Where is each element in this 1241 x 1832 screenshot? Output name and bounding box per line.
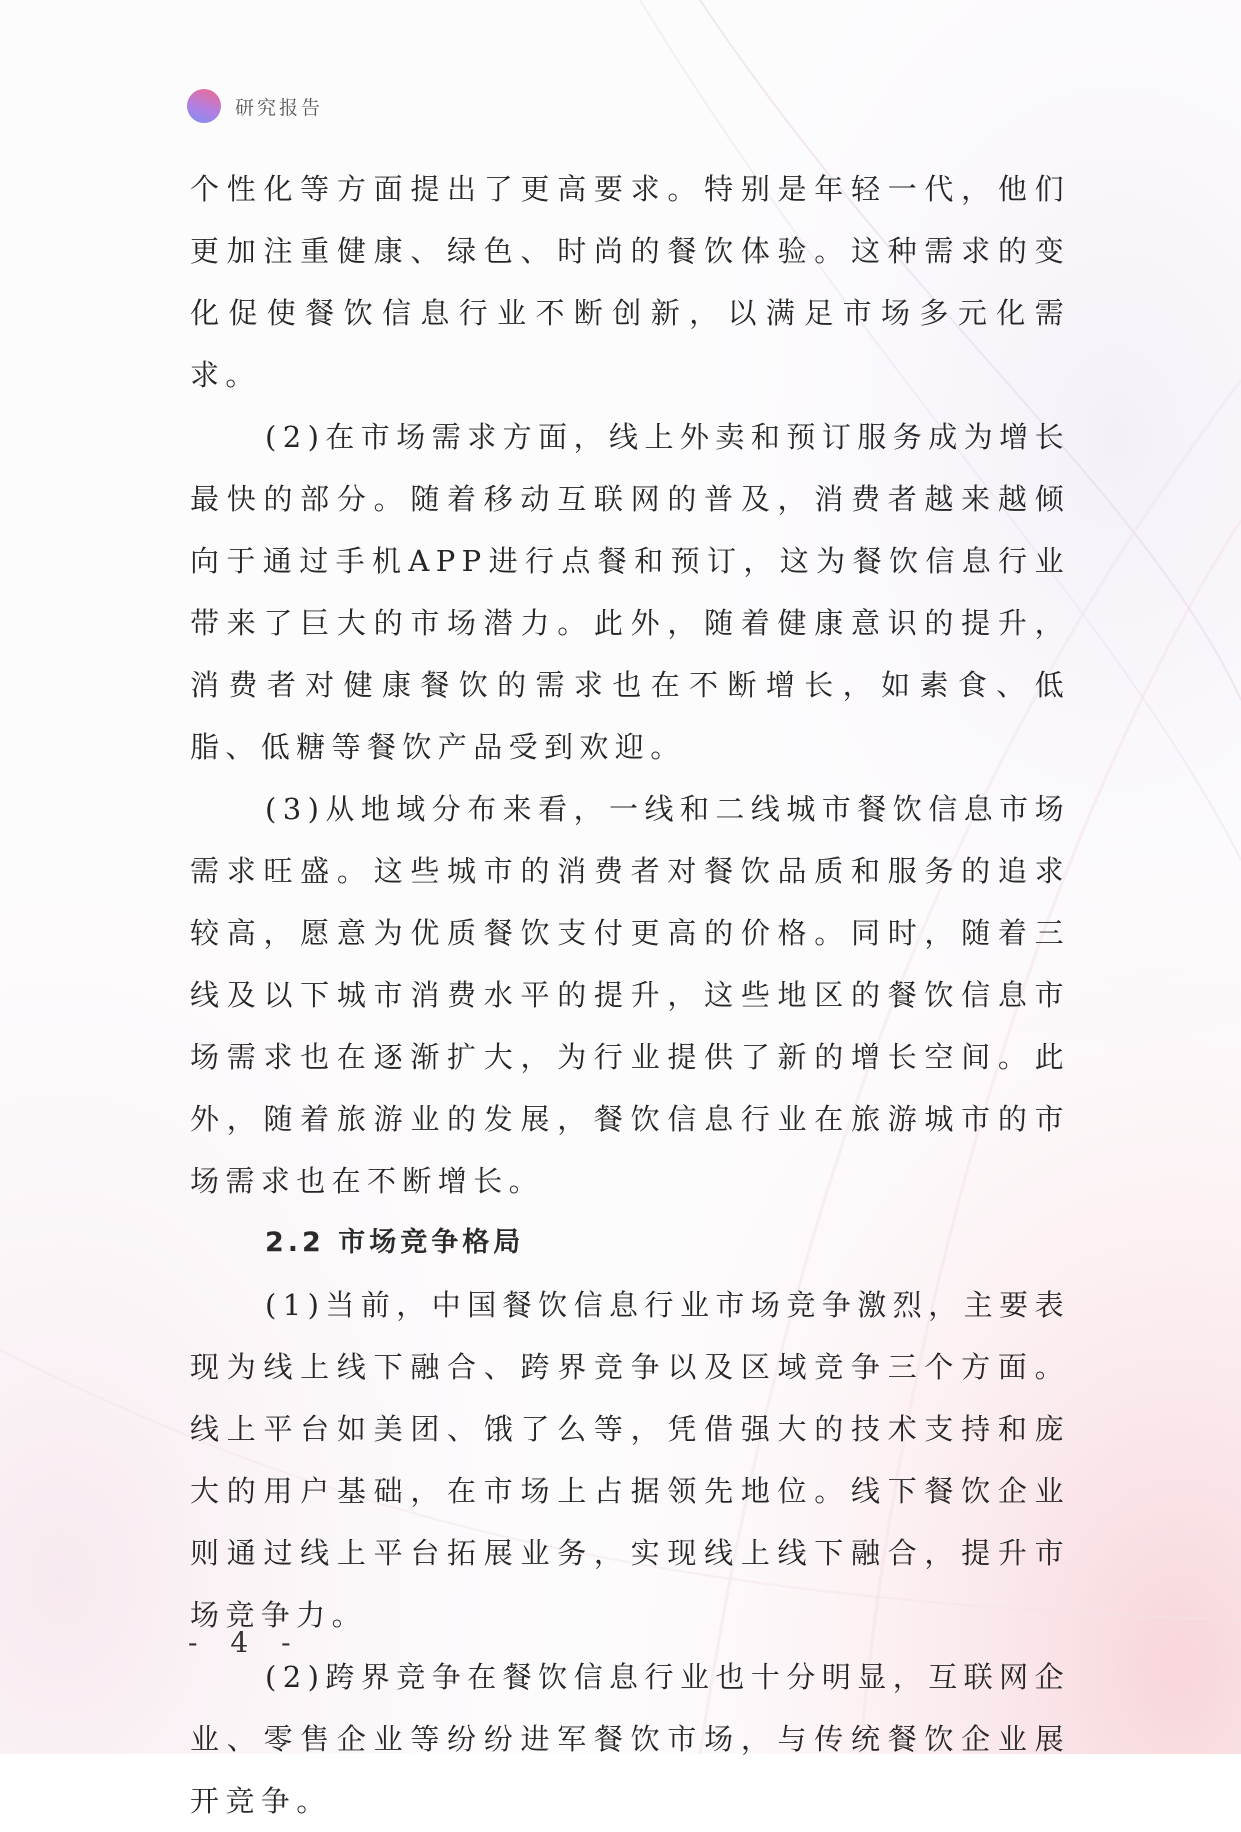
paragraph-competition-1: (1)当前，中国餐饮信息行业市场竞争激烈，主要表现为线上线下融合、跨界竞争以及区域竞争三个方面。线上平台如美团、饿了么等，凭借强大的技术支持和庞大的用户基础，在市场上占据领先地位。线下餐饮企业则通过线上平台拓展业务，实现线上线下融合，提升市场竞争力。: [190, 1288, 1070, 1632]
document-body: [190, 158, 1070, 1832]
section-heading: 2.2 市场竞争格局: [265, 1227, 525, 1258]
paragraph-market-demand-2: (2)在市场需求方面，线上外卖和预订服务成为增长最快的部分。随着移动互联网的普及，消费者越来越倾向于通过手机APP进行点餐和预订，这为餐饮信息行业带来了巨大的市场潜力。此外，随着健康意识的提升，消费者对健康餐饮的需求也在不断增长，如素食、低脂、低糖等餐饮产品受到欢迎。: [190, 420, 1070, 764]
report-logo-icon: [187, 89, 221, 123]
page-header: [187, 89, 323, 123]
paragraph-regional-distribution-3: (3)从地域分布来看，一线和二线城市餐饮信息市场需求旺盛。这些城市的消费者对餐饮品质和服务的追求较高，愿意为优质餐饮支付更高的价格。同时，随着三线及以下城市消费水平的提升，这些地区的餐饮信息市场需求也在逐渐扩大，为行业提供了新的增长空间。此外，随着旅游业的发展，餐饮信息行业在旅游城市的市场需求也在不断增长。: [190, 792, 1070, 1198]
header-title: 研究报告: [235, 96, 324, 119]
page-number: - 4 -: [188, 1626, 303, 1659]
paragraph-consumer-demand-continued: 个性化等方面提出了更高要求。特别是年轻一代，他们更加注重健康、绿色、时尚的餐饮体验。这种需求的变化促使餐饮信息行业不断创新，以满足市场多元化需求。: [190, 172, 1070, 392]
paragraph-crossover-competition-2: (2)跨界竞争在餐饮信息行业也十分明显，互联网企业、零售企业等纷纷进军餐饮市场，与传统餐饮企业展开竞争。: [190, 1660, 1070, 1818]
